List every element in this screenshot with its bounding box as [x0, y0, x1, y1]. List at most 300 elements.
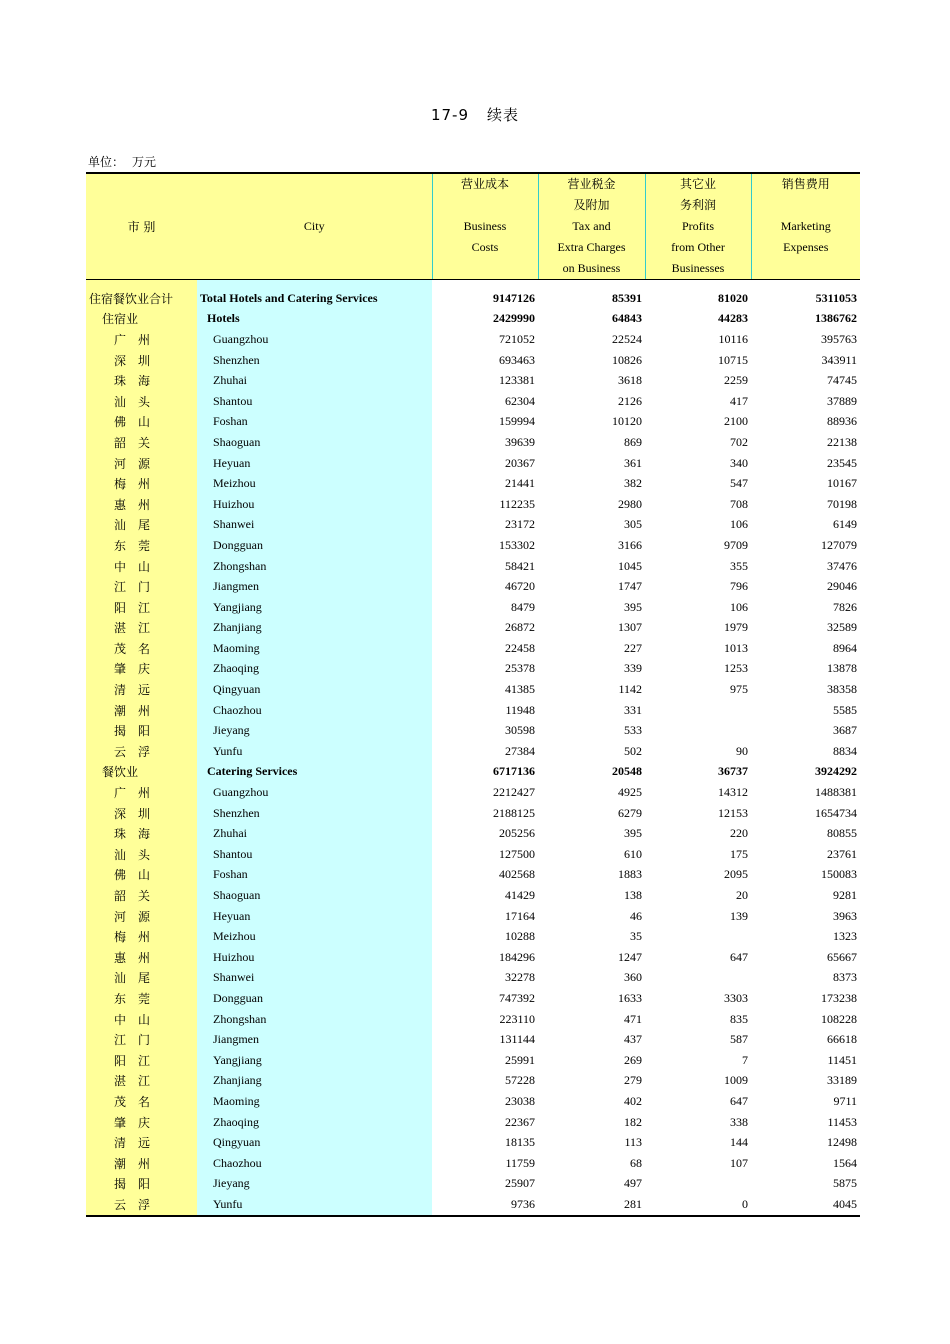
- row-region-zh: 韶关: [86, 885, 197, 906]
- cell-tax-extra-charges: 361: [624, 455, 642, 470]
- table-row: [86, 494, 860, 515]
- table-row: [86, 947, 860, 968]
- row-region-en: Heyuan: [197, 453, 432, 474]
- cell-tax-extra-charges: 437: [624, 1032, 642, 1047]
- cell-tax-extra-charges: 1045: [618, 558, 642, 573]
- row-region-en: Yunfu: [197, 1194, 432, 1216]
- cell-other-profits: 587: [730, 1032, 748, 1047]
- row-region-zh: 江门: [86, 1029, 197, 1050]
- row-region-zh: 汕尾: [86, 515, 197, 536]
- cell-tax-extra-charges: 20548: [612, 764, 642, 779]
- row-region-en: Meizhou: [197, 926, 432, 947]
- row-region-zh: 阳江: [86, 597, 197, 618]
- row-region-en: Yangjiang: [197, 1050, 432, 1071]
- table-row: [86, 720, 860, 741]
- header-zh-line1: 营业税金: [567, 177, 616, 191]
- cell-marketing-expenses: 74745: [827, 373, 857, 388]
- cell-other-profits: 175: [730, 846, 748, 861]
- cell-business-costs: 46720: [505, 579, 535, 594]
- cell-business-costs: 9147126: [493, 290, 535, 305]
- cell-marketing-expenses: 11451: [827, 1052, 857, 1067]
- table-row: [86, 803, 860, 824]
- header-en-line2: Costs: [471, 240, 499, 254]
- cell-business-costs: 22367: [505, 1114, 535, 1129]
- table-row: [86, 865, 860, 886]
- row-region-en: Zhanjiang: [197, 618, 432, 639]
- cell-other-profits: 708: [730, 496, 748, 511]
- row-region-en: Jieyang: [197, 1174, 432, 1195]
- cell-tax-extra-charges: 382: [624, 476, 642, 491]
- cell-marketing-expenses: 3924292: [815, 764, 857, 779]
- cell-other-profits: 547: [730, 476, 748, 491]
- table-row: [86, 1009, 860, 1030]
- cell-other-profits: 1253: [724, 661, 748, 676]
- cell-tax-extra-charges: 1247: [618, 949, 642, 964]
- cell-other-profits: 2095: [724, 867, 748, 882]
- row-region-zh: 茂名: [86, 638, 197, 659]
- cell-marketing-expenses: 1654734: [815, 805, 857, 820]
- header-city-en: City: [197, 173, 432, 280]
- cell-other-profits: 835: [730, 1011, 748, 1026]
- cell-other-profits: [645, 720, 751, 741]
- table-number: 17-9: [430, 106, 470, 124]
- cell-business-costs: 58421: [505, 558, 535, 573]
- row-region-en: Jiangmen: [197, 576, 432, 597]
- cell-business-costs: 18135: [505, 1135, 535, 1150]
- cell-other-profits: 338: [730, 1114, 748, 1129]
- cell-tax-extra-charges: 46: [630, 908, 642, 923]
- cell-business-costs: 17164: [505, 908, 535, 923]
- cell-tax-extra-charges: 4925: [618, 785, 642, 800]
- table-row: [86, 432, 860, 453]
- table-row: [86, 473, 860, 494]
- cell-tax-extra-charges: 22524: [612, 331, 642, 346]
- row-region-zh: 梅州: [86, 473, 197, 494]
- table-body: [86, 280, 860, 1216]
- table-row: [86, 350, 860, 371]
- cell-other-profits: 144: [730, 1135, 748, 1150]
- header-en-line2: from Other: [671, 240, 725, 254]
- table-row: [86, 844, 860, 865]
- unit-value: 万元: [132, 155, 157, 169]
- cell-marketing-expenses: 13878: [827, 661, 857, 676]
- header-en-line3: [433, 258, 538, 279]
- cell-tax-extra-charges: 3618: [618, 373, 642, 388]
- table-row: [86, 1050, 860, 1071]
- cell-other-profits: 647: [730, 949, 748, 964]
- cell-tax-extra-charges: 502: [624, 743, 642, 758]
- cell-other-profits: 106: [730, 599, 748, 614]
- row-region-en: Foshan: [197, 412, 432, 433]
- cell-tax-extra-charges: 281: [538, 1194, 645, 1216]
- cell-other-profits: 1979: [724, 620, 748, 635]
- cell-business-costs: 23172: [505, 517, 535, 532]
- cell-marketing-expenses: 8964: [833, 640, 857, 655]
- table-row: [86, 1029, 860, 1050]
- row-region-en: Shantou: [197, 844, 432, 865]
- statistics-table: [86, 172, 860, 1217]
- table-row: [86, 1194, 860, 1216]
- cell-other-profits: 14312: [718, 785, 748, 800]
- row-region-zh: 佛山: [86, 412, 197, 433]
- row-region-en: Yangjiang: [197, 597, 432, 618]
- cell-tax-extra-charges: 533: [624, 723, 642, 738]
- cell-business-costs: 153302: [499, 537, 535, 552]
- cell-other-profits: 139: [730, 908, 748, 923]
- header-en-line1: Marketing: [780, 219, 831, 233]
- row-region-en: Zhongshan: [197, 556, 432, 577]
- cell-business-costs: 693463: [499, 352, 535, 367]
- cell-marketing-expenses: 9281: [833, 888, 857, 903]
- cell-other-profits: 0: [645, 1194, 751, 1216]
- table-row: [86, 280, 860, 309]
- cell-marketing-expenses: 5585: [833, 702, 857, 717]
- row-region-en: Shanwei: [197, 968, 432, 989]
- row-region-zh: 广州: [86, 782, 197, 803]
- header-city-zh: 市 别: [86, 173, 197, 280]
- cell-tax-extra-charges: 402: [624, 1093, 642, 1108]
- cell-marketing-expenses: 37476: [827, 558, 857, 573]
- row-region-zh: 汕头: [86, 844, 197, 865]
- cell-tax-extra-charges: 227: [624, 640, 642, 655]
- cell-business-costs: 223110: [499, 1011, 535, 1026]
- header-en-line3: [752, 258, 861, 279]
- cell-tax-extra-charges: 1747: [618, 579, 642, 594]
- row-region-en: Jiangmen: [197, 1029, 432, 1050]
- table-row: [86, 1091, 860, 1112]
- table-row: [86, 926, 860, 947]
- table-row: [86, 1153, 860, 1174]
- table-row: [86, 597, 860, 618]
- cell-business-costs: 11948: [505, 702, 535, 717]
- cell-business-costs: 123381: [499, 373, 535, 388]
- cell-tax-extra-charges: 279: [624, 1073, 642, 1088]
- header-zh-line2: [433, 195, 538, 216]
- row-region-zh: 韶关: [86, 432, 197, 453]
- cell-other-profits: 106: [730, 517, 748, 532]
- row-region-zh: 惠州: [86, 494, 197, 515]
- cell-tax-extra-charges: 2126: [618, 393, 642, 408]
- cell-business-costs: 747392: [499, 990, 535, 1005]
- cell-business-costs: 30598: [505, 723, 535, 738]
- cell-other-profits: 44283: [718, 311, 748, 326]
- unit-label: [88, 153, 156, 170]
- cell-business-costs: 10288: [505, 929, 535, 944]
- cell-marketing-expenses: 8834: [833, 743, 857, 758]
- cell-tax-extra-charges: 1883: [618, 867, 642, 882]
- cell-business-costs: 11759: [505, 1155, 535, 1170]
- table-row: [86, 309, 860, 330]
- cell-other-profits: 107: [730, 1155, 748, 1170]
- cell-business-costs: 41429: [505, 888, 535, 903]
- table-row: [86, 823, 860, 844]
- row-region-zh: 住宿餐饮业合计: [86, 280, 197, 309]
- cell-business-costs: 9736: [432, 1194, 538, 1216]
- row-region-zh: 广州: [86, 329, 197, 350]
- cell-marketing-expenses: 4045: [751, 1194, 860, 1216]
- cell-other-profits: 975: [730, 682, 748, 697]
- row-region-en: Dongguan: [197, 988, 432, 1009]
- page-title: [0, 104, 950, 125]
- cell-business-costs: 6717136: [493, 764, 535, 779]
- cell-other-profits: 1009: [724, 1073, 748, 1088]
- cell-marketing-expenses: 8373: [833, 970, 857, 985]
- header-marketing-expenses: [751, 173, 860, 280]
- row-region-zh: 中山: [86, 1009, 197, 1030]
- unit-prefix: 单位：: [88, 155, 125, 169]
- cell-tax-extra-charges: 10120: [612, 414, 642, 429]
- row-region-en: Jieyang: [197, 720, 432, 741]
- table-row: [86, 988, 860, 1009]
- cell-other-profits: 10715: [718, 352, 748, 367]
- row-region-zh: 佛山: [86, 865, 197, 886]
- cell-tax-extra-charges: 35: [630, 929, 642, 944]
- cell-business-costs: 39639: [505, 434, 535, 449]
- cell-marketing-expenses: 32589: [827, 620, 857, 635]
- cell-marketing-expenses: 127079: [821, 537, 857, 552]
- cell-other-profits: 36737: [718, 764, 748, 779]
- cell-other-profits: [645, 1174, 751, 1195]
- table-row: [86, 618, 860, 639]
- cell-business-costs: 721052: [499, 331, 535, 346]
- cell-business-costs: 62304: [505, 393, 535, 408]
- cell-marketing-expenses: 1323: [833, 929, 857, 944]
- header-en-line2: Extra Charges: [557, 240, 626, 254]
- row-region-zh: 中山: [86, 556, 197, 577]
- row-region-en: Chaozhou: [197, 700, 432, 721]
- cell-tax-extra-charges: 138: [624, 888, 642, 903]
- row-region-en: Foshan: [197, 865, 432, 886]
- cell-other-profits: 647: [730, 1093, 748, 1108]
- cell-marketing-expenses: 1564: [833, 1155, 857, 1170]
- table-row: [86, 1174, 860, 1195]
- cell-other-profits: 2259: [724, 373, 748, 388]
- table-row: [86, 782, 860, 803]
- cell-marketing-expenses: 150083: [821, 867, 857, 882]
- cell-marketing-expenses: 33189: [827, 1073, 857, 1088]
- table-row: [86, 535, 860, 556]
- row-region-zh: 梅州: [86, 926, 197, 947]
- row-region-zh: 清远: [86, 679, 197, 700]
- cell-business-costs: 32278: [505, 970, 535, 985]
- table-row: [86, 1071, 860, 1092]
- row-region-zh: 云浮: [86, 1194, 197, 1216]
- cell-marketing-expenses: 5875: [833, 1176, 857, 1191]
- table-row: [86, 885, 860, 906]
- table-row: [86, 1132, 860, 1153]
- cell-marketing-expenses: 70198: [827, 496, 857, 511]
- row-region-zh: 深圳: [86, 803, 197, 824]
- table-row: [86, 762, 860, 783]
- row-region-zh: 茂名: [86, 1091, 197, 1112]
- header-zh-line2: 务利润: [679, 198, 716, 212]
- row-region-en: Maoming: [197, 638, 432, 659]
- row-region-en: Guangzhou: [197, 329, 432, 350]
- row-region-zh: 揭阳: [86, 1174, 197, 1195]
- cell-marketing-expenses: 5311053: [815, 290, 857, 305]
- cell-marketing-expenses: 12498: [827, 1135, 857, 1150]
- row-region-zh: 河源: [86, 453, 197, 474]
- cell-marketing-expenses: 37889: [827, 393, 857, 408]
- row-region-zh: 住宿业: [86, 309, 197, 330]
- row-region-en: Zhaoqing: [197, 1112, 432, 1133]
- cell-marketing-expenses: 7826: [833, 599, 857, 614]
- table-row: [86, 329, 860, 350]
- cell-other-profits: 3303: [724, 990, 748, 1005]
- cell-business-costs: 25907: [505, 1176, 535, 1191]
- cell-tax-extra-charges: 10826: [612, 352, 642, 367]
- cell-business-costs: 25378: [505, 661, 535, 676]
- cell-marketing-expenses: 88936: [827, 414, 857, 429]
- cell-business-costs: 159994: [499, 414, 535, 429]
- cell-other-profits: 796: [730, 579, 748, 594]
- cell-marketing-expenses: 9711: [833, 1093, 857, 1108]
- cell-business-costs: 21441: [505, 476, 535, 491]
- cell-business-costs: 2188125: [493, 805, 535, 820]
- cell-tax-extra-charges: 6279: [618, 805, 642, 820]
- row-region-zh: 江门: [86, 576, 197, 597]
- row-region-en: Total Hotels and Catering Services: [197, 280, 432, 309]
- row-region-zh: 餐饮业: [86, 762, 197, 783]
- cell-marketing-expenses: 65667: [827, 949, 857, 964]
- table-row: [86, 906, 860, 927]
- row-region-en: Dongguan: [197, 535, 432, 556]
- row-region-en: Zhaoqing: [197, 659, 432, 680]
- cell-other-profits: 2100: [724, 414, 748, 429]
- table-row: [86, 412, 860, 433]
- cell-other-profits: 220: [730, 826, 748, 841]
- cell-marketing-expenses: 10167: [827, 476, 857, 491]
- cell-marketing-expenses: 3963: [833, 908, 857, 923]
- cell-other-profits: [645, 926, 751, 947]
- cell-marketing-expenses: 66618: [827, 1032, 857, 1047]
- row-region-zh: 湛江: [86, 1071, 197, 1092]
- header-en-line1: Profits: [681, 219, 714, 233]
- cell-business-costs: 25991: [505, 1052, 535, 1067]
- cell-business-costs: 131144: [499, 1032, 535, 1047]
- cell-tax-extra-charges: 331: [624, 702, 642, 717]
- cell-business-costs: 402568: [499, 867, 535, 882]
- row-region-en: Shantou: [197, 391, 432, 412]
- row-region-en: Guangzhou: [197, 782, 432, 803]
- row-region-en: Shaoguan: [197, 885, 432, 906]
- cell-tax-extra-charges: 113: [624, 1135, 642, 1150]
- table-row: [86, 679, 860, 700]
- cell-other-profits: 702: [730, 434, 748, 449]
- table-row: [86, 700, 860, 721]
- header-tax-extra-charges: [538, 173, 645, 280]
- row-region-zh: 揭阳: [86, 720, 197, 741]
- table-header: [86, 173, 860, 280]
- cell-other-profits: 355: [730, 558, 748, 573]
- row-region-zh: 汕头: [86, 391, 197, 412]
- statistics-table-frame: [86, 172, 860, 1217]
- row-region-en: Yunfu: [197, 741, 432, 762]
- row-region-en: Qingyuan: [197, 679, 432, 700]
- cell-business-costs: 2212427: [493, 785, 535, 800]
- row-region-zh: 东莞: [86, 535, 197, 556]
- cell-tax-extra-charges: 471: [624, 1011, 642, 1026]
- cell-business-costs: 26872: [505, 620, 535, 635]
- cell-business-costs: 23038: [505, 1093, 535, 1108]
- cell-marketing-expenses: 173238: [821, 990, 857, 1005]
- cell-tax-extra-charges: 497: [624, 1176, 642, 1191]
- row-region-zh: 潮州: [86, 1153, 197, 1174]
- cell-marketing-expenses: 1488381: [815, 785, 857, 800]
- cell-other-profits: [645, 700, 751, 721]
- row-region-en: Zhanjiang: [197, 1071, 432, 1092]
- cell-tax-extra-charges: 64843: [612, 311, 642, 326]
- table-row: [86, 1112, 860, 1133]
- table-row: [86, 370, 860, 391]
- cell-tax-extra-charges: 395: [624, 599, 642, 614]
- cell-tax-extra-charges: 68: [630, 1155, 642, 1170]
- row-region-en: Heyuan: [197, 906, 432, 927]
- cell-marketing-expenses: 38358: [827, 682, 857, 697]
- cell-marketing-expenses: 23761: [827, 846, 857, 861]
- row-region-zh: 珠海: [86, 823, 197, 844]
- cell-other-profits: 417: [730, 393, 748, 408]
- cell-business-costs: 22458: [505, 640, 535, 655]
- row-region-en: Huizhou: [197, 494, 432, 515]
- row-region-zh: 惠州: [86, 947, 197, 968]
- row-region-en: Huizhou: [197, 947, 432, 968]
- cell-tax-extra-charges: 869: [624, 434, 642, 449]
- cell-tax-extra-charges: 395: [624, 826, 642, 841]
- cell-marketing-expenses: 108228: [821, 1011, 857, 1026]
- row-region-zh: 东莞: [86, 988, 197, 1009]
- row-region-zh: 珠海: [86, 370, 197, 391]
- table-row: [86, 391, 860, 412]
- cell-business-costs: 8479: [511, 599, 535, 614]
- header-zh-line1: 营业成本: [460, 177, 509, 191]
- table-row: [86, 576, 860, 597]
- cell-marketing-expenses: 1386762: [815, 311, 857, 326]
- row-region-zh: 云浮: [86, 741, 197, 762]
- row-region-en: Shaoguan: [197, 432, 432, 453]
- cell-other-profits: 20: [736, 888, 748, 903]
- row-region-zh: 深圳: [86, 350, 197, 371]
- cell-business-costs: 2429990: [493, 311, 535, 326]
- header-zh-line2: 及附加: [573, 198, 610, 212]
- table-row: [86, 515, 860, 536]
- cell-business-costs: 57228: [505, 1073, 535, 1088]
- row-region-zh: 潮州: [86, 700, 197, 721]
- cell-marketing-expenses: 80855: [827, 826, 857, 841]
- cell-other-profits: 340: [730, 455, 748, 470]
- header-en-line1: Tax and: [572, 219, 611, 233]
- cell-tax-extra-charges: 1142: [618, 682, 642, 697]
- header-zh-line1: 其它业: [679, 177, 716, 191]
- row-region-en: Shanwei: [197, 515, 432, 536]
- row-region-zh: 肇庆: [86, 1112, 197, 1133]
- cell-tax-extra-charges: 360: [624, 970, 642, 985]
- cell-tax-extra-charges: 2980: [618, 496, 642, 511]
- cell-tax-extra-charges: 610: [624, 846, 642, 861]
- cell-other-profits: 90: [736, 743, 748, 758]
- header-en-line3: on Business: [562, 261, 621, 275]
- cell-business-costs: 27384: [505, 743, 535, 758]
- cell-other-profits: 7: [742, 1052, 748, 1067]
- header-zh-line1: 销售费用: [781, 177, 830, 191]
- row-region-en: Chaozhou: [197, 1153, 432, 1174]
- table-row: [86, 659, 860, 680]
- table-continued-label: 续表: [487, 106, 520, 124]
- cell-marketing-expenses: 3687: [833, 723, 857, 738]
- table-row: [86, 556, 860, 577]
- cell-business-costs: 41385: [505, 682, 535, 697]
- row-region-en: Qingyuan: [197, 1132, 432, 1153]
